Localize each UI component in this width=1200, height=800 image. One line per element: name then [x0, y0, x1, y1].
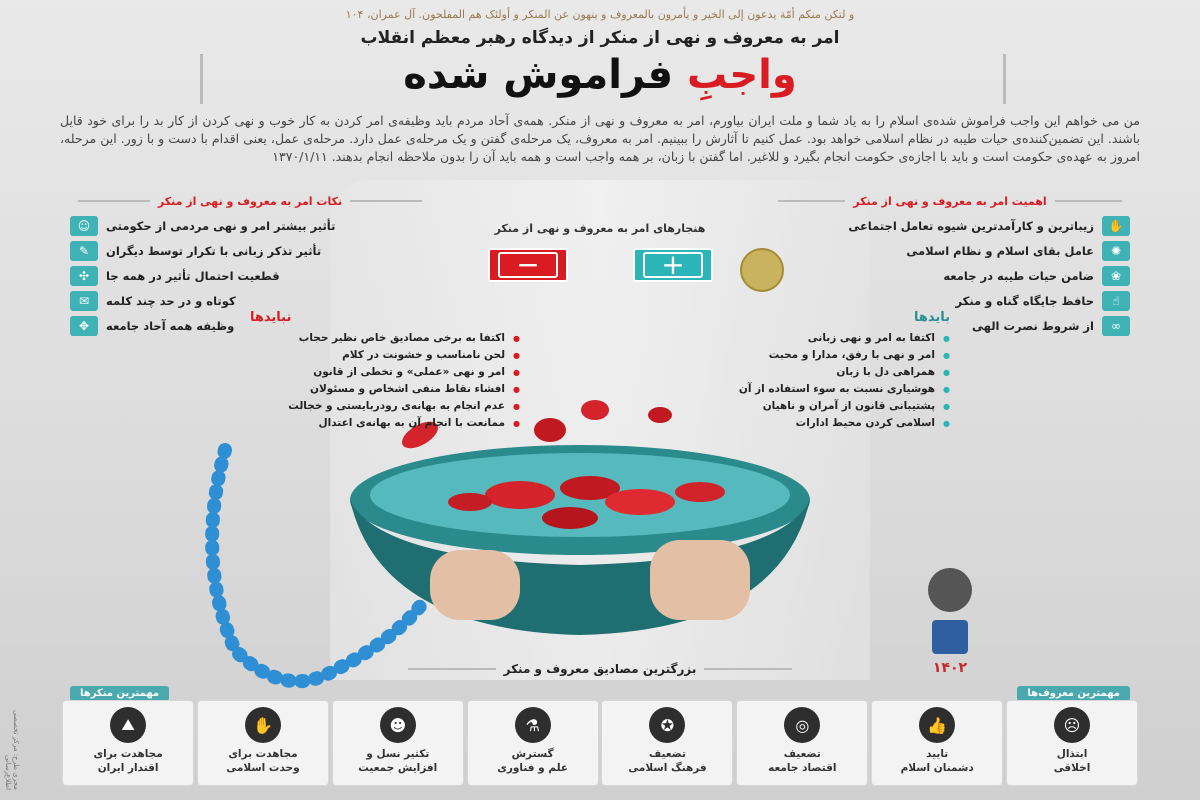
list-item: ● ممانعت با انجام آن به بهانه‌ی اعتدال	[255, 415, 520, 432]
points-title: نکات امر به معروف و نهی از منکر	[70, 192, 430, 210]
list-item: ● همراهی دل با زبان	[690, 364, 950, 381]
thumbs-up-icon: 👍	[919, 707, 955, 743]
list-item-label: زیباترین و کارآمدترین شیوه تعامل اجتماعی	[848, 219, 1094, 233]
example-card-label: مجاهدت برای وحدت اسلامی	[226, 748, 300, 774]
organization-logo	[928, 568, 972, 612]
list-item: ● اکتفا به برخی مصادیق خاص نظیر حجاب	[255, 330, 520, 347]
list-item-label: ضامن حیات طیبه در جامعه	[943, 269, 1094, 283]
badge-icon: ✪	[649, 707, 685, 743]
flask-icon: ⚗	[515, 707, 551, 743]
minus-icon	[488, 248, 568, 282]
list-item: ● هوشیاری نسبت به سوء استفاده از آن	[690, 381, 950, 398]
institute-logo	[932, 620, 968, 654]
plus-icon	[633, 248, 713, 282]
example-card	[197, 700, 329, 786]
hand-icon: ☝	[1102, 291, 1130, 311]
example-card-label: تایید دشمنان اسلام	[900, 748, 974, 774]
list-item-label: تأثیر تذکر زبانی با تکرار توسط دیگران	[106, 244, 322, 258]
plus-symbol: +	[643, 252, 703, 278]
list-item	[770, 216, 1130, 236]
example-card-label: تضعیف فرهنگ اسلامی	[628, 748, 707, 774]
people-icon: ☺	[70, 216, 98, 236]
dos-list	[690, 330, 950, 432]
example-card-label: مجاهدت برای اقتدار ایران	[93, 748, 163, 774]
head-icon: ☹	[1054, 707, 1090, 743]
list-item-label: وظیفه همه آحاد جامعه	[106, 319, 235, 333]
list-item: ● افشاء نقاط منفی اشخاص و مسئولان	[255, 381, 520, 398]
list-item: ● امر و نهی «عملی» و تخطی از قانون	[255, 364, 520, 381]
list-item: ● اسلامی کردن محیط ادارات	[690, 415, 950, 432]
binoculars-icon: ∞	[1102, 316, 1130, 336]
example-card	[871, 700, 1003, 786]
list-item-label: از شروط نصرت الهی	[972, 319, 1094, 333]
list-item-label: کوتاه و در حد چند کلمه	[106, 294, 236, 308]
example-card	[601, 700, 733, 786]
donts-list	[255, 330, 520, 432]
speech-icon: ✎	[70, 241, 98, 261]
list-item	[70, 216, 430, 236]
page-subtitle: امر به معروف و نهی از منکر از دیدگاه رهبر معظم انقلاب	[360, 28, 840, 48]
example-card	[332, 700, 464, 786]
prayer-beads-image	[195, 420, 435, 700]
example-card-label: تضعیف اقتصاد جامعه	[768, 748, 837, 774]
crowd-icon: ☻	[380, 707, 416, 743]
examples-cards	[62, 700, 1138, 786]
list-item-label: قطعیت احتمال تأثیر در همه جا	[106, 269, 280, 283]
title-black-words: فراموش شده	[403, 52, 674, 98]
intro-paragraph: من می خواهم این واجب فراموش شده‌ی اسلام را به یاد شما و ملت ایران بیاورم، امر به معروف و نهی از منکر. همه‌ی آحاد مردم باید وظیفه‌ی امر کردن به کار خوب و نهی کردن از کار بد را برای خود قایل باشند. این تضمین‌کننده‌ی حیات طیبه در نظام اسلامی خواهد بود. عمل کنیم تا آثارش را ببینیم. امر به معروف، یک مرحله‌ی گفتن و یک مرحله‌ی عمل دارد. مرحله‌ی عمل، یعنی اقدام با دست و با زور. این مرحله، امروز به عهده‌ی حکومت است و باید با اجازه‌ی حکومت انجام بگیرد و للاغیر. اما گفتن با زبان، بر همه واجب است و همه باید آن را بدون ملاحظه انجام بدهند. ۱۳۷۰/۱/۱۱	[60, 113, 1140, 164]
handshake-icon: ✋	[245, 707, 281, 743]
example-card-label: گسترش علم و فناوری	[497, 748, 569, 774]
handshake-icon: ✋	[1102, 216, 1130, 236]
list-item: ● اکتفا به امر و نهی زبانی	[690, 330, 950, 347]
page-title	[300, 52, 900, 98]
list-item	[70, 241, 430, 261]
chat-icon: ✉	[70, 291, 98, 311]
example-card	[467, 700, 599, 786]
vertical-credit: مجری طرح: مرکز تخصصی اطلاع‌رسانی	[4, 710, 20, 790]
example-card	[736, 700, 868, 786]
etiquette-title: هنجارهای امر به معروف و نهی از منکر	[494, 222, 706, 235]
list-item-label: عامل بقای اسلام و نظام اسلامی	[906, 244, 1094, 258]
flower-icon: ❀	[1102, 266, 1130, 286]
list-item: ● لحن نامناسب و خشونت در کلام	[255, 347, 520, 364]
example-card-label: تکثیر نسل و افزایش جمعیت	[358, 748, 438, 774]
bottom-section-title-bar	[400, 660, 800, 678]
list-item	[770, 241, 1130, 261]
list-item: ● امر و نهی با رفق، مدارا و محبت	[690, 347, 950, 364]
munkar-tag: مهمترین منکرها	[70, 686, 169, 701]
quran-verse: و لتکن منکم أمّة یدعون إلی الخیر و یأمرون بالمعروف و ینهون عن المنکر و أولئک هم المفلحون. آل عمران، ۱۰۴	[345, 8, 855, 21]
maruf-tag: مهمترین معروف‌ها	[1017, 686, 1130, 701]
bottom-title: بزرگترین مصادیق معروف و منکر	[400, 660, 800, 678]
example-card-label: ابتذال اخلاقی	[1053, 748, 1091, 774]
list-item-label: تأثیر بیشتر امر و نهی مردمی از حکومتی	[106, 219, 336, 233]
importance-title: اهمیت امر به معروف و نهی از منکر	[770, 192, 1130, 210]
emblem-icon: ✺	[1102, 241, 1130, 261]
list-item	[70, 266, 430, 286]
coins-icon: ◎	[784, 707, 820, 743]
list-item-label: حافظ جایگاه گناه و منکر	[955, 294, 1094, 308]
list-item	[770, 291, 1130, 311]
year-logo: ۱۴۰۲	[932, 660, 968, 676]
group-icon: ✥	[70, 316, 98, 336]
list-item	[70, 291, 430, 311]
list-item	[770, 266, 1130, 286]
list-item: ● پشتیبانی قانون از آمران و ناهیان	[690, 398, 950, 415]
iran-map-icon: ⛰	[110, 707, 146, 743]
dos-title: بایدها	[913, 310, 950, 325]
donts-title: نبایدها	[250, 310, 292, 325]
list-item: ● عدم انجام به بهانه‌ی رودربایستی و خجالت	[255, 398, 520, 415]
title-red-word: واجبِ	[687, 52, 797, 98]
minus-symbol: −	[498, 252, 558, 278]
network-icon: ✣	[70, 266, 98, 286]
example-card	[62, 700, 194, 786]
example-card	[1006, 700, 1138, 786]
